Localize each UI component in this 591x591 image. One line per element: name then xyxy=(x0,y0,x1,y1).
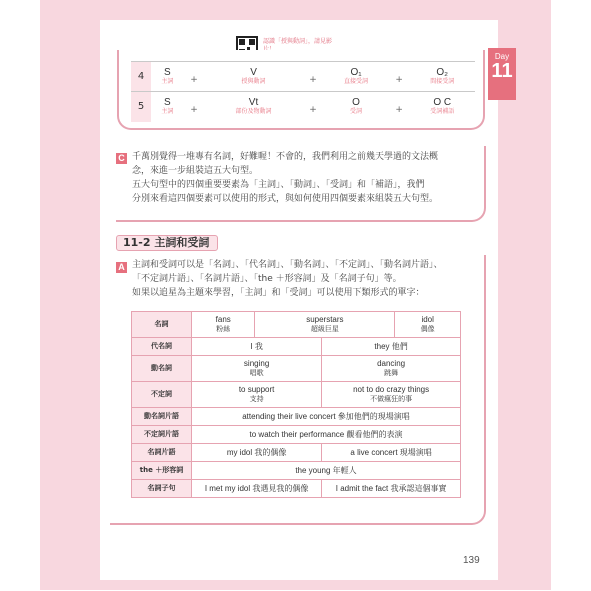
table-cell xyxy=(192,382,322,408)
cell-english: I 我 xyxy=(250,341,263,351)
section-title: 11-2 主詞和受詞 xyxy=(116,235,218,251)
pattern-cell xyxy=(151,62,184,92)
table-row xyxy=(131,92,475,122)
row-index: 4 xyxy=(131,62,151,92)
pattern-main: O C xyxy=(433,97,452,109)
section-a-text xyxy=(132,258,482,300)
day-tab xyxy=(488,48,516,100)
pattern-cell xyxy=(409,92,475,122)
paragraph-line: 主詞和受詞可以是「名詞」、「代名詞」、「動名詞」、「不定詞」、「動名詞片語」、 xyxy=(132,260,443,270)
row-label: 代名詞 xyxy=(132,338,192,356)
cell-chinese: 跳舞 xyxy=(384,369,399,377)
day-tab-number: 11 xyxy=(491,60,513,82)
pattern-sub: 部份及物動詞 xyxy=(235,108,272,116)
pattern-cell xyxy=(409,62,475,92)
row-label: 不定詞片語 xyxy=(132,426,192,444)
table-row xyxy=(132,356,461,382)
cell-chinese: 超級巨星 xyxy=(310,325,339,333)
paragraph-line: 「不定詞片語」、「名詞片語」、「the ＋形容詞」及「名詞子句」等。 xyxy=(132,274,402,284)
plus-sign: + xyxy=(303,92,324,122)
cell-chinese: 不做瘋狂的事 xyxy=(370,395,413,403)
row-label: 名詞 xyxy=(132,312,192,338)
plus-sign: + xyxy=(389,92,410,122)
table-row xyxy=(132,408,461,426)
sentence-pattern-table xyxy=(131,61,475,122)
paragraph-line: 念，來進一步組裝這五大句型。 xyxy=(132,166,259,176)
pattern-sub: 間接受詞 xyxy=(430,78,455,85)
table-cell xyxy=(192,462,461,480)
pattern-sub: 受詞 xyxy=(350,108,363,116)
table-cell xyxy=(192,312,255,338)
table-row xyxy=(132,462,461,480)
pattern-cell xyxy=(323,92,389,122)
table-row xyxy=(132,426,461,444)
table-row xyxy=(132,444,461,462)
table-cell xyxy=(192,444,322,462)
table-row xyxy=(131,62,475,92)
table-cell xyxy=(322,338,461,356)
cell-english: dancing xyxy=(377,359,406,368)
cell-chinese: 唱歌 xyxy=(249,369,264,377)
qr-caption: 認識「授與動詞」，請見影 xyxy=(263,38,333,45)
table-row xyxy=(132,382,461,408)
cell-english: to watch their performance 觀看他們的表演 xyxy=(249,429,403,439)
plus-sign: + xyxy=(184,92,205,122)
pattern-main: O₂ xyxy=(436,67,449,78)
cell-english: my idol 我的偶像 xyxy=(226,447,287,457)
row-label: the ＋形容詞 xyxy=(132,462,192,480)
paragraph-line: 分別來看這四個要素可以使用的形式，與如何使用四個要素來組裝五大句型。 xyxy=(132,194,439,204)
table-cell xyxy=(322,356,461,382)
table-cell xyxy=(322,444,461,462)
pattern-main: Vt xyxy=(248,97,259,109)
pattern-main: V xyxy=(250,67,257,78)
pattern-main: O₁ xyxy=(350,67,362,78)
table-cell xyxy=(192,338,322,356)
table-row xyxy=(132,480,461,498)
page-number: 139 xyxy=(463,555,480,566)
cell-english: a live concert 現場演唱 xyxy=(350,447,432,457)
section-c-letter: C xyxy=(116,153,127,164)
paragraph-line: 千萬別覺得一堆專有名詞，好難喔！不會的，我們利用之前幾天學過的文法概 xyxy=(132,152,439,162)
table-cell xyxy=(192,480,322,498)
cell-chinese: 支持 xyxy=(249,395,264,403)
subject-object-table xyxy=(131,311,461,498)
plus-sign: + xyxy=(389,62,410,92)
pattern-cell xyxy=(204,92,302,122)
pattern-sub: 主詞 xyxy=(161,108,174,116)
table-cell xyxy=(322,480,461,498)
row-label: 動名詞 xyxy=(132,356,192,382)
pattern-main: S xyxy=(164,67,171,78)
plus-sign: + xyxy=(184,62,205,92)
plus-sign: + xyxy=(303,62,324,92)
table-cell xyxy=(255,312,395,338)
row-label: 動名詞片語 xyxy=(132,408,192,426)
pattern-sub: 直接受詞 xyxy=(344,78,369,85)
pattern-cell xyxy=(323,62,389,92)
cell-english: I admit the fact 我承認這個事實 xyxy=(335,483,447,493)
row-label: 名詞片語 xyxy=(132,444,192,462)
cell-english: to support xyxy=(238,385,275,394)
paragraph-line: 如果以追星為主題來學習，「主詞」和「受詞」可以使用下類形式的單字： xyxy=(132,288,425,298)
table-row xyxy=(132,312,461,338)
pattern-main: S xyxy=(164,97,171,109)
cell-english: they 他們 xyxy=(374,341,408,351)
row-index: 5 xyxy=(131,92,151,122)
row-label: 不定詞 xyxy=(132,382,192,408)
cell-english: attending their live concert 參加他們的現場演唱 xyxy=(242,411,410,421)
cell-english: fans xyxy=(215,315,231,324)
table-row xyxy=(132,338,461,356)
cell-english: I met my idol 我遇見我的偶像 xyxy=(204,483,309,493)
pattern-cell xyxy=(204,62,302,92)
table-cell xyxy=(192,426,461,444)
row-label: 名詞子句 xyxy=(132,480,192,498)
cell-english: the young 年輕人 xyxy=(295,465,357,475)
cell-english: superstars xyxy=(306,315,344,324)
pattern-sub: 主詞 xyxy=(161,78,174,85)
pattern-sub: 受詞補語 xyxy=(430,108,455,116)
pattern-cell xyxy=(151,92,184,122)
cell-english: idol xyxy=(421,315,434,324)
cell-chinese: 偶像 xyxy=(420,325,435,333)
section-a-letter: A xyxy=(116,262,127,273)
table-cell xyxy=(192,356,322,382)
cell-english: not to do crazy things xyxy=(353,385,430,394)
cell-chinese: 粉絲 xyxy=(216,325,231,333)
cell-english: singing xyxy=(243,359,270,368)
table-cell xyxy=(322,382,461,408)
section-c-text xyxy=(132,150,482,206)
table-cell xyxy=(395,312,461,338)
pattern-main: O xyxy=(352,97,360,109)
day-tab-label: Day xyxy=(494,52,510,61)
paragraph-line: 五大句型中的四個重要要素為「主詞」、「動詞」、「受詞」和「補語」，我們 xyxy=(132,180,425,190)
pattern-sub: 授與動詞 xyxy=(241,78,266,85)
table-cell xyxy=(192,408,461,426)
